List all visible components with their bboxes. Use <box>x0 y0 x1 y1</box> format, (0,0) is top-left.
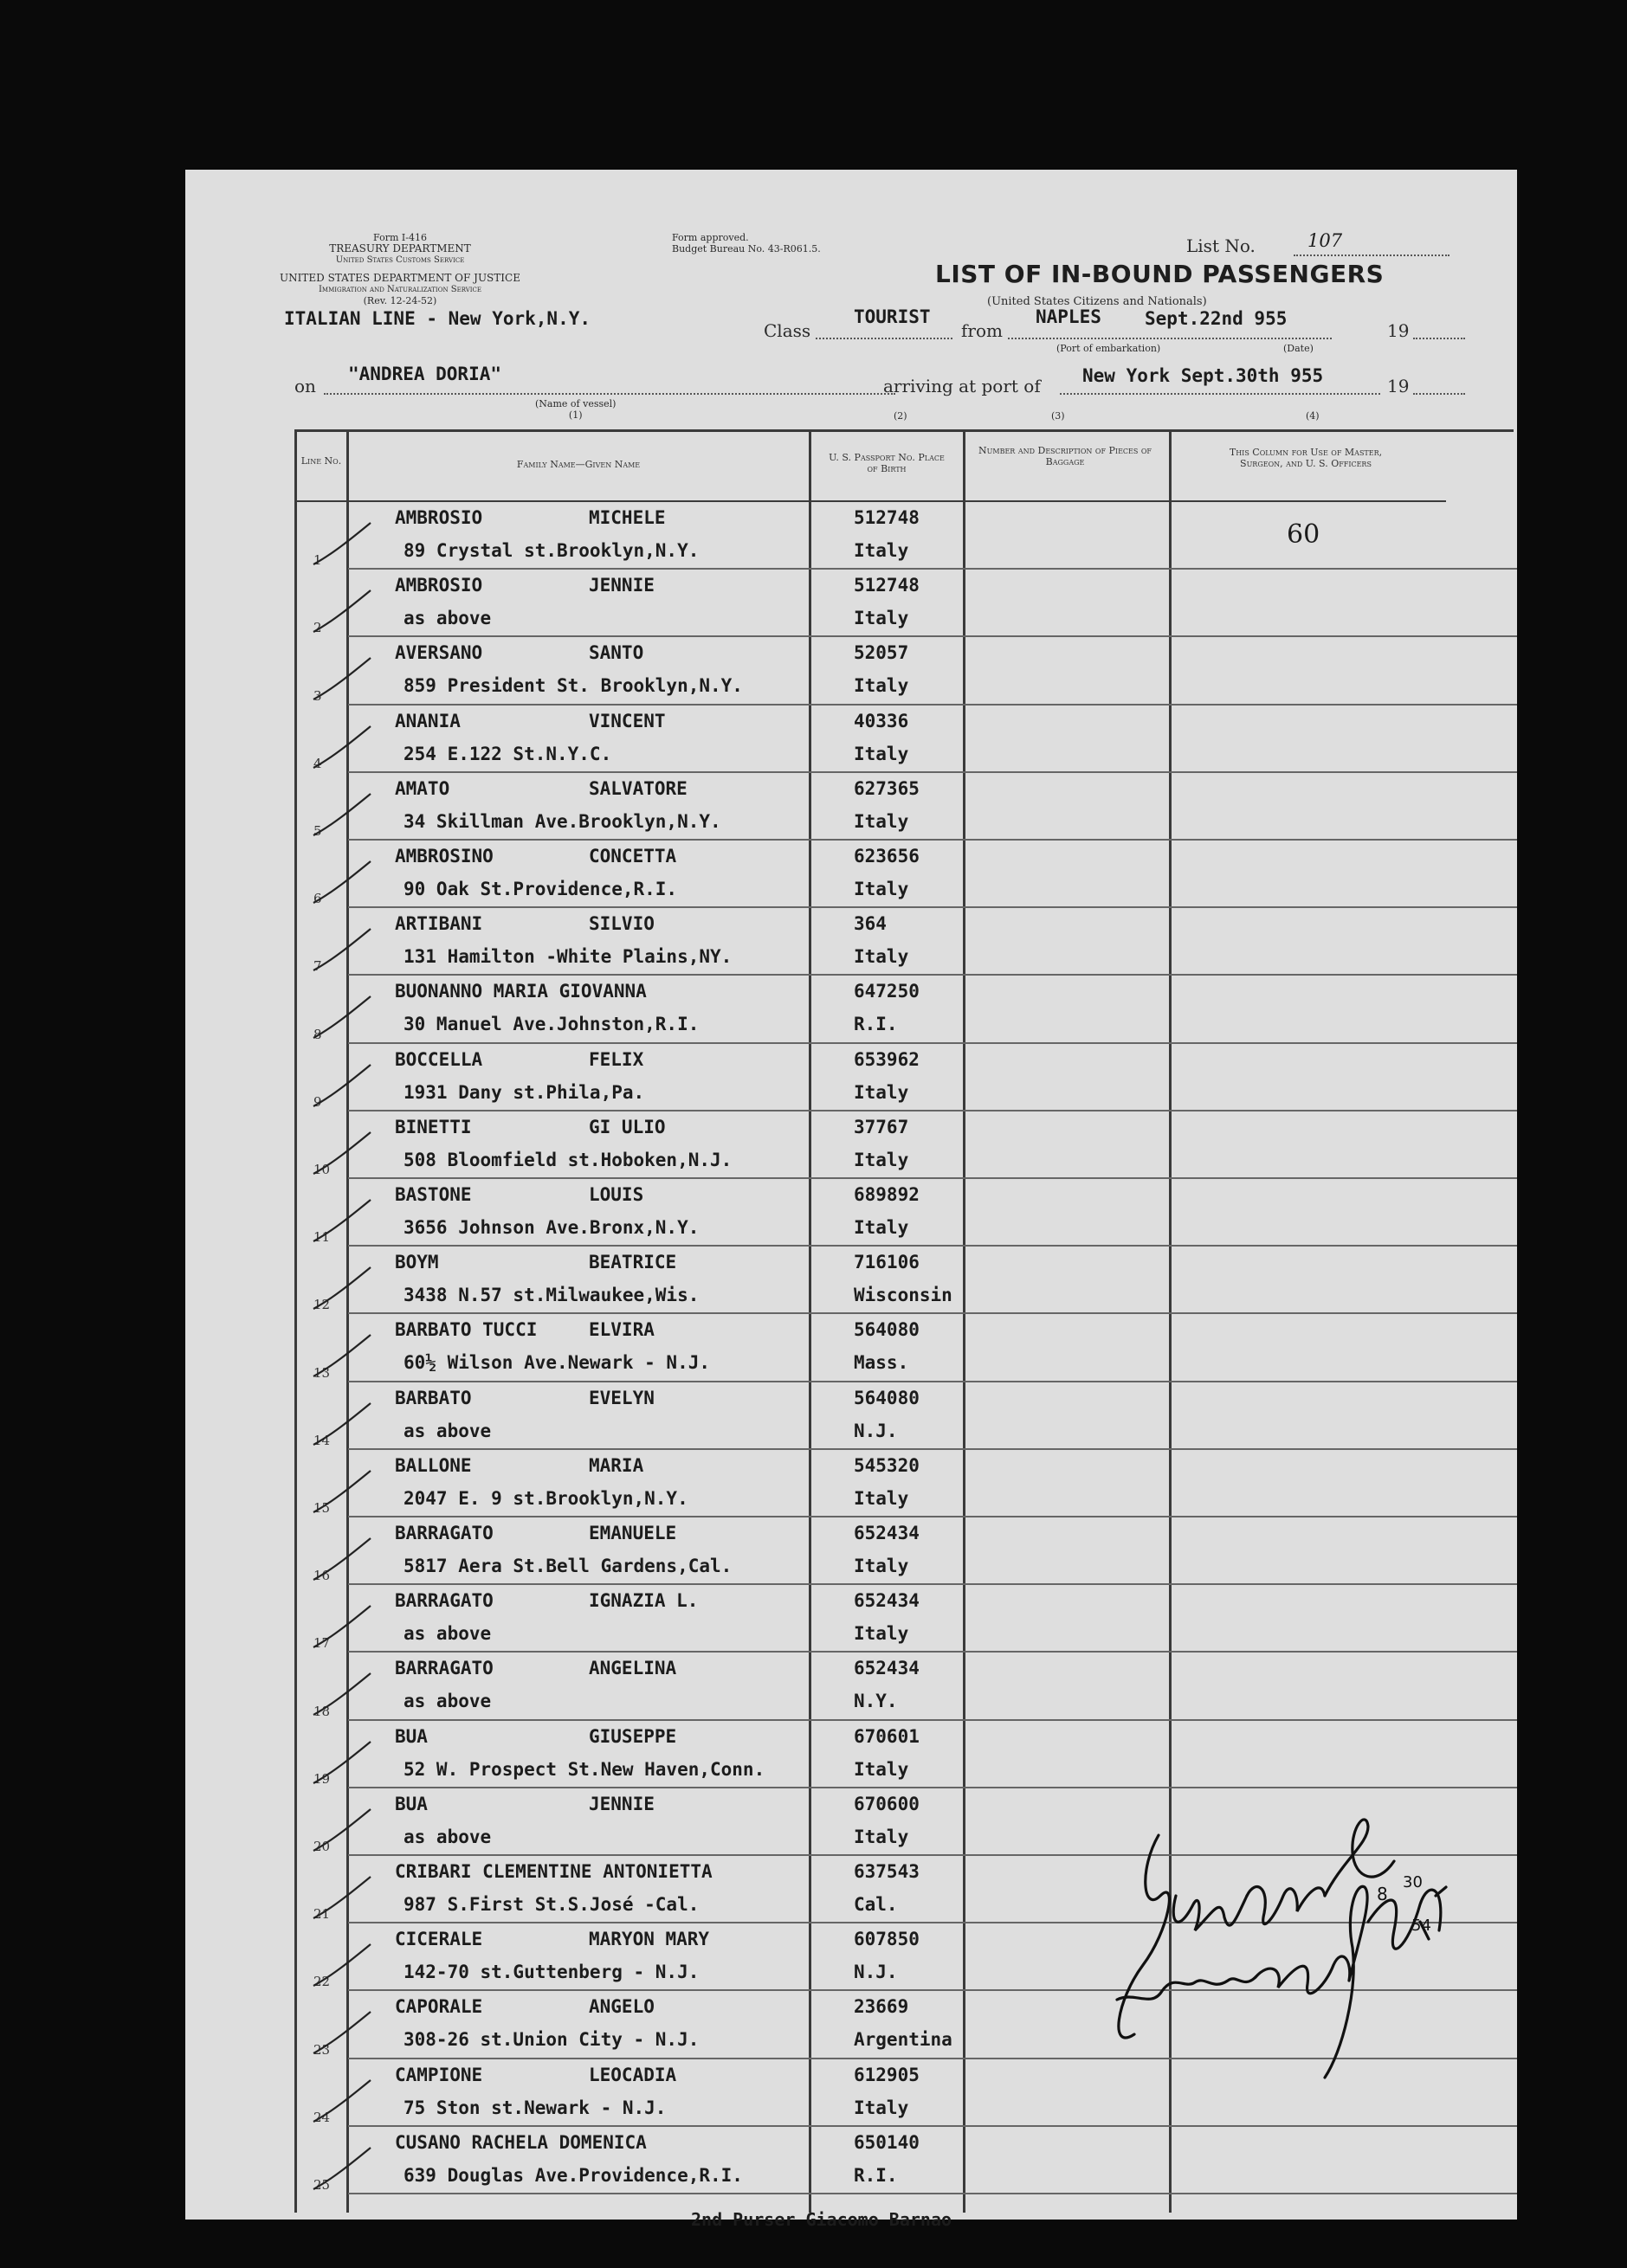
line-number: 22 <box>313 1974 331 1990</box>
place-of-birth: Italy <box>854 1826 909 1847</box>
family-name: BUA <box>395 1725 428 1747</box>
passport-number: 364 <box>854 913 887 935</box>
address: 131 Hamilton -White Plains,NY. <box>404 946 733 968</box>
family-name: CRIBARI CLEMENTINE ANTONIETTA <box>395 1861 713 1882</box>
line-number: 6 <box>313 891 322 907</box>
arriving-label: arriving at port of <box>883 376 1041 396</box>
given-name: GIUSEPPE <box>589 1725 677 1747</box>
line-number: 11 <box>313 1229 331 1246</box>
family-name: BOCCELLA <box>395 1048 483 1070</box>
given-name: BEATRICE <box>589 1252 677 1273</box>
given-name: JENNIE <box>589 575 655 596</box>
line-number: 19 <box>313 1770 331 1787</box>
table-row <box>185 1450 1517 1517</box>
passport-number: 545320 <box>854 1454 920 1476</box>
address: 3656 Johnson Ave.Bronx,N.Y. <box>404 1217 700 1238</box>
family-name: CICERALE <box>395 1929 483 1950</box>
line-number: 13 <box>313 1364 331 1381</box>
place-of-birth: Italy <box>854 608 909 629</box>
table-row <box>185 841 1517 908</box>
line-number: 25 <box>313 2176 331 2193</box>
given-name: GI ULIO <box>589 1116 666 1137</box>
purser-signature-line: 2nd Purser Giacomo Barnao <box>691 2209 952 2230</box>
address: 52 W. Prospect St.New Haven,Conn. <box>404 1758 765 1780</box>
passport-number: 623656 <box>854 846 920 867</box>
document-title: LIST OF IN-BOUND PASSENGERS <box>935 260 1385 288</box>
line-number: 7 <box>313 958 322 975</box>
family-name: BASTONE <box>395 1184 472 1205</box>
given-name: LOUIS <box>589 1184 644 1205</box>
family-name: BUONANNO MARIA GIOVANNA <box>395 981 647 1002</box>
line-number: 8 <box>313 1026 322 1042</box>
given-name: LEOCADIA <box>589 2064 677 2085</box>
passport-number: 564080 <box>854 1319 920 1341</box>
header-passport: U. S. Passport No. Place of Birth <box>829 452 945 474</box>
check-mark-icon <box>307 1061 376 1113</box>
passport-number: 650140 <box>854 2131 920 2153</box>
address: 639 Douglas Ave.Providence,R.I. <box>404 2164 743 2186</box>
given-name: MICHELE <box>589 507 666 528</box>
header-name: Family Name—Given Name <box>516 459 641 470</box>
address: 308-26 st.Union City - N.J. <box>404 2029 700 2051</box>
line-number: 3 <box>313 687 322 704</box>
passport-number: 612905 <box>854 2064 920 2085</box>
table-row <box>185 1653 1517 1720</box>
address: 142-70 st.Guttenberg - N.J. <box>404 1962 700 1983</box>
family-name: CAPORALE <box>395 1996 483 2018</box>
line-number: 5 <box>313 822 322 839</box>
col-num-3: (3) <box>1051 410 1065 422</box>
table-row <box>185 1044 1517 1111</box>
list-no-label: List No. <box>1186 235 1256 256</box>
check-mark-icon <box>307 790 376 842</box>
from-label: from <box>961 320 1003 341</box>
address: 30 Manuel Ave.Johnston,R.I. <box>404 1014 700 1035</box>
check-mark-icon <box>307 858 376 910</box>
place-of-birth: R.I. <box>854 2164 898 2186</box>
address: as above <box>404 1826 492 1847</box>
check-mark-icon <box>307 1738 376 1790</box>
family-name: ARTIBANI <box>395 913 483 935</box>
address: 75 Ston st.Newark - N.J. <box>404 2097 667 2118</box>
dept-treasury-sub: United States Customs Service <box>335 255 465 265</box>
check-mark-icon <box>307 925 376 977</box>
family-name: BARRAGATO <box>395 1590 494 1612</box>
given-name: MARIA <box>589 1454 644 1476</box>
arriving-dots <box>1060 393 1380 395</box>
passport-number: 37767 <box>854 1116 909 1137</box>
passport-number: 689892 <box>854 1184 920 1205</box>
passport-number: 652434 <box>854 1523 920 1543</box>
passport-number: 637543 <box>854 1861 920 1882</box>
table-row <box>185 773 1517 841</box>
line-number: 17 <box>313 1635 331 1652</box>
family-name: BARRAGATO <box>395 1523 494 1543</box>
check-mark-icon <box>307 1806 376 1858</box>
address: as above <box>404 1420 492 1441</box>
passport-number: 23669 <box>854 1996 909 2018</box>
date-caption: (Date) <box>1283 343 1314 354</box>
list-no-dots <box>1294 255 1449 256</box>
table-row <box>185 570 1517 637</box>
form-approval <box>672 232 821 255</box>
place-of-birth: Italy <box>854 743 909 764</box>
family-name: AMBROSINO <box>395 846 494 867</box>
vessel-caption-text: (Name of vessel) <box>535 398 617 409</box>
header-line-no: Line No. <box>300 455 342 467</box>
given-name: VINCENT <box>589 710 666 731</box>
table-row <box>185 1111 1517 1179</box>
passport-number: 52057 <box>854 642 909 664</box>
vessel-dots <box>324 393 895 395</box>
check-mark-icon <box>307 587 376 639</box>
family-name: BOYM <box>395 1252 439 1273</box>
place-of-birth: Italy <box>854 810 909 832</box>
passport-number: 716106 <box>854 1252 920 1273</box>
check-mark-icon <box>307 2144 376 2196</box>
check-mark-icon <box>307 1602 376 1654</box>
given-name: ANGELINA <box>589 1658 677 1679</box>
dept-treasury: TREASURY DEPARTMENT <box>329 242 471 255</box>
address: 89 Crystal st.Brooklyn,N.Y. <box>404 540 700 561</box>
place-of-birth: Argentina <box>854 2029 952 2051</box>
row-rule <box>348 2193 1517 2194</box>
family-name: BINETTI <box>395 1116 472 1137</box>
check-mark-icon <box>307 1941 376 1993</box>
line-number: 15 <box>313 1499 331 1516</box>
address: 2047 E. 9 st.Brooklyn,N.Y. <box>404 1487 688 1509</box>
family-name: ANANIA <box>395 710 461 731</box>
line-number: 10 <box>313 1161 331 1177</box>
line-number: 2 <box>313 620 322 636</box>
check-mark-icon <box>307 1873 376 1925</box>
family-name: BARRAGATO <box>395 1658 494 1679</box>
vessel-column-number: (1) <box>568 409 583 421</box>
passport-number: 512748 <box>854 507 920 528</box>
address: as above <box>404 1691 492 1712</box>
table-row <box>185 1721 1517 1788</box>
on-label: on <box>294 376 316 396</box>
vessel-name: "ANDREA DORIA" <box>348 364 502 384</box>
budget-bureau: Budget Bureau No. 43-R061.5. <box>672 243 821 255</box>
check-mark-icon <box>307 1264 376 1316</box>
given-name: IGNAZIA L. <box>589 1590 699 1612</box>
table-top-rule <box>294 429 1514 432</box>
table-row <box>185 637 1517 705</box>
line-number: 14 <box>313 1432 331 1448</box>
family-name: BALLONE <box>395 1454 472 1476</box>
header-baggage: Number and Description of Pieces of Baggage <box>978 445 1152 467</box>
table-row <box>185 706 1517 773</box>
address: as above <box>404 608 492 629</box>
svg-text:54: 54 <box>1411 1917 1431 1935</box>
dept-justice: UNITED STATES DEPARTMENT OF JUSTICE <box>280 272 520 284</box>
address: 3438 N.57 st.Milwaukee,Wis. <box>404 1285 700 1306</box>
address: 60½ Wilson Ave.Newark - N.J. <box>404 1352 711 1374</box>
table-row <box>185 502 1517 570</box>
place-of-birth: N.Y. <box>854 1691 898 1712</box>
line-number: 4 <box>313 755 322 771</box>
from-dots <box>1008 338 1332 339</box>
line-number: 23 <box>313 2041 331 2058</box>
table-row <box>185 1314 1517 1382</box>
place-of-birth: Italy <box>854 1149 909 1170</box>
table-row <box>185 1585 1517 1653</box>
family-name: AMBROSIO <box>395 575 483 596</box>
passport-number: 670601 <box>854 1725 920 1747</box>
form-revision: (Rev. 12-24-52) <box>363 295 437 306</box>
family-name: AMATO <box>395 777 450 799</box>
place-of-birth: Italy <box>854 675 909 697</box>
family-name: BARBATO TUCCI <box>395 1319 538 1341</box>
given-name: CONCETTA <box>589 846 677 867</box>
form-number: Form I-416 <box>373 232 427 243</box>
class-label: Class <box>764 320 811 341</box>
place-of-birth: Wisconsin <box>854 1285 952 1306</box>
passport-number: 647250 <box>854 981 920 1002</box>
address: 5817 Aera St.Bell Gardens,Cal. <box>404 1556 733 1576</box>
family-name: AVERSANO <box>395 642 483 664</box>
given-name: MARYON MARY <box>589 1929 710 1950</box>
year-dots-2 <box>1413 393 1465 395</box>
line-number: 1 <box>313 552 322 569</box>
passport-number: 653962 <box>854 1048 920 1070</box>
given-name: SILVIO <box>589 913 655 935</box>
check-mark-icon <box>307 654 376 706</box>
table-row <box>185 1517 1517 1585</box>
table-row <box>185 1179 1517 1247</box>
address: as above <box>404 1623 492 1645</box>
line-number: 16 <box>313 1568 331 1584</box>
place-of-birth: Italy <box>854 1217 909 1238</box>
place-of-birth: Italy <box>854 1081 909 1103</box>
line-number: 9 <box>313 1093 322 1110</box>
col-num-2: (2) <box>894 410 907 422</box>
place-of-birth: Italy <box>854 946 909 968</box>
address: 34 Skillman Ave.Brooklyn,N.Y. <box>404 810 721 832</box>
place-of-birth: Italy <box>854 540 909 561</box>
place-of-birth: N.J. <box>854 1962 898 1983</box>
given-name: ELVIRA <box>589 1319 655 1341</box>
check-mark-icon <box>307 1400 376 1452</box>
check-mark-icon <box>307 1535 376 1587</box>
place-of-birth: Italy <box>854 879 909 899</box>
passport-number: 627365 <box>854 777 920 799</box>
passport-number: 564080 <box>854 1387 920 1408</box>
officer-signature <box>961 1792 1463 2173</box>
line-number: 12 <box>313 1297 331 1313</box>
table-row <box>185 1382 1517 1450</box>
address: 987 S.First St.S.José -Cal. <box>404 1894 700 1915</box>
arriving-value: New York Sept.30th 955 <box>1082 365 1324 386</box>
family-name: CAMPIONE <box>395 2064 483 2085</box>
from-date: Sept.22nd 955 <box>1145 308 1288 329</box>
from-port: NAPLES <box>1036 306 1101 327</box>
list-no-value: 107 <box>1307 230 1343 251</box>
check-mark-icon <box>307 1129 376 1181</box>
header-officers: This Column for Use of Master, Surgeon, and U. S. Officers <box>1229 447 1383 469</box>
check-mark-icon <box>307 2008 376 2060</box>
line-number: 24 <box>313 2109 331 2125</box>
svg-text:30: 30 <box>1403 1873 1423 1891</box>
passport-number: 670600 <box>854 1793 920 1814</box>
place-of-birth: Italy <box>854 2097 909 2118</box>
address: 1931 Dany st.Phila,Pa. <box>404 1081 645 1103</box>
passport-number: 512748 <box>854 575 920 596</box>
class-dots <box>816 338 952 339</box>
place-of-birth: N.J. <box>854 1420 898 1441</box>
line-number: 21 <box>313 1906 331 1923</box>
shipping-line: ITALIAN LINE - New York,N.Y. <box>284 308 591 329</box>
place-of-birth: Italy <box>854 1758 909 1780</box>
passport-number: 652434 <box>854 1590 920 1612</box>
family-name: BUA <box>395 1793 428 1814</box>
family-name: AMBROSIO <box>395 507 483 528</box>
line-number: 18 <box>313 1703 331 1719</box>
passport-number: 652434 <box>854 1658 920 1679</box>
check-mark-icon <box>307 1670 376 1722</box>
given-name: JENNIE <box>589 1793 655 1814</box>
address: 859 President St. Brooklyn,N.Y. <box>404 675 743 697</box>
table-row <box>185 976 1517 1043</box>
form-identifiers <box>270 232 530 306</box>
place-of-birth: Cal. <box>854 1894 898 1915</box>
given-name: EMANUELE <box>589 1523 677 1543</box>
svg-text:8: 8 <box>1377 1884 1388 1904</box>
vessel-caption <box>535 398 616 421</box>
line-number: 20 <box>313 1838 331 1854</box>
year-dots-1 <box>1413 338 1465 339</box>
table-row <box>185 1247 1517 1314</box>
family-name: CUSANO RACHELA DOMENICA <box>395 2131 647 2153</box>
year-prefix-1: 19 <box>1387 320 1410 341</box>
place-of-birth: Italy <box>854 1623 909 1645</box>
col-num-4: (4) <box>1306 410 1320 422</box>
address: 508 Bloomfield st.Hoboken,N.J. <box>404 1149 733 1170</box>
given-name: SANTO <box>589 642 644 664</box>
place-of-birth: Italy <box>854 1556 909 1576</box>
given-name: EVELYN <box>589 1387 655 1408</box>
dept-justice-sub: Immigration and Naturalization Service <box>318 285 482 294</box>
place-of-birth: R.I. <box>854 1014 898 1035</box>
check-mark-icon <box>307 1196 376 1248</box>
check-mark-icon <box>307 993 376 1045</box>
form-approved: Form approved. <box>672 232 749 243</box>
table-row <box>185 908 1517 976</box>
place-of-birth: Mass. <box>854 1352 909 1374</box>
class-value: TOURIST <box>854 306 931 327</box>
officer-count-note: 60 <box>1287 519 1320 550</box>
check-mark-icon <box>307 2077 376 2129</box>
check-mark-icon <box>307 723 376 775</box>
given-name: FELIX <box>589 1048 644 1070</box>
port-caption: (Port of embarkation) <box>1056 343 1161 354</box>
document-subtitle: (United States Citizens and Nationals) <box>987 295 1207 308</box>
given-name: ANGELO <box>589 1996 655 2018</box>
passport-number: 40336 <box>854 710 909 731</box>
check-mark-icon <box>307 1331 376 1383</box>
place-of-birth: Italy <box>854 1487 909 1509</box>
year-prefix-2: 19 <box>1387 376 1410 396</box>
family-name: BARBATO <box>395 1387 472 1408</box>
given-name: SALVATORE <box>589 777 688 799</box>
address: 90 Oak St.Providence,R.I. <box>404 879 678 899</box>
check-mark-icon <box>307 519 376 571</box>
address: 254 E.122 St.N.Y.C. <box>404 743 612 764</box>
passport-number: 607850 <box>854 1929 920 1950</box>
check-mark-icon <box>307 1467 376 1519</box>
